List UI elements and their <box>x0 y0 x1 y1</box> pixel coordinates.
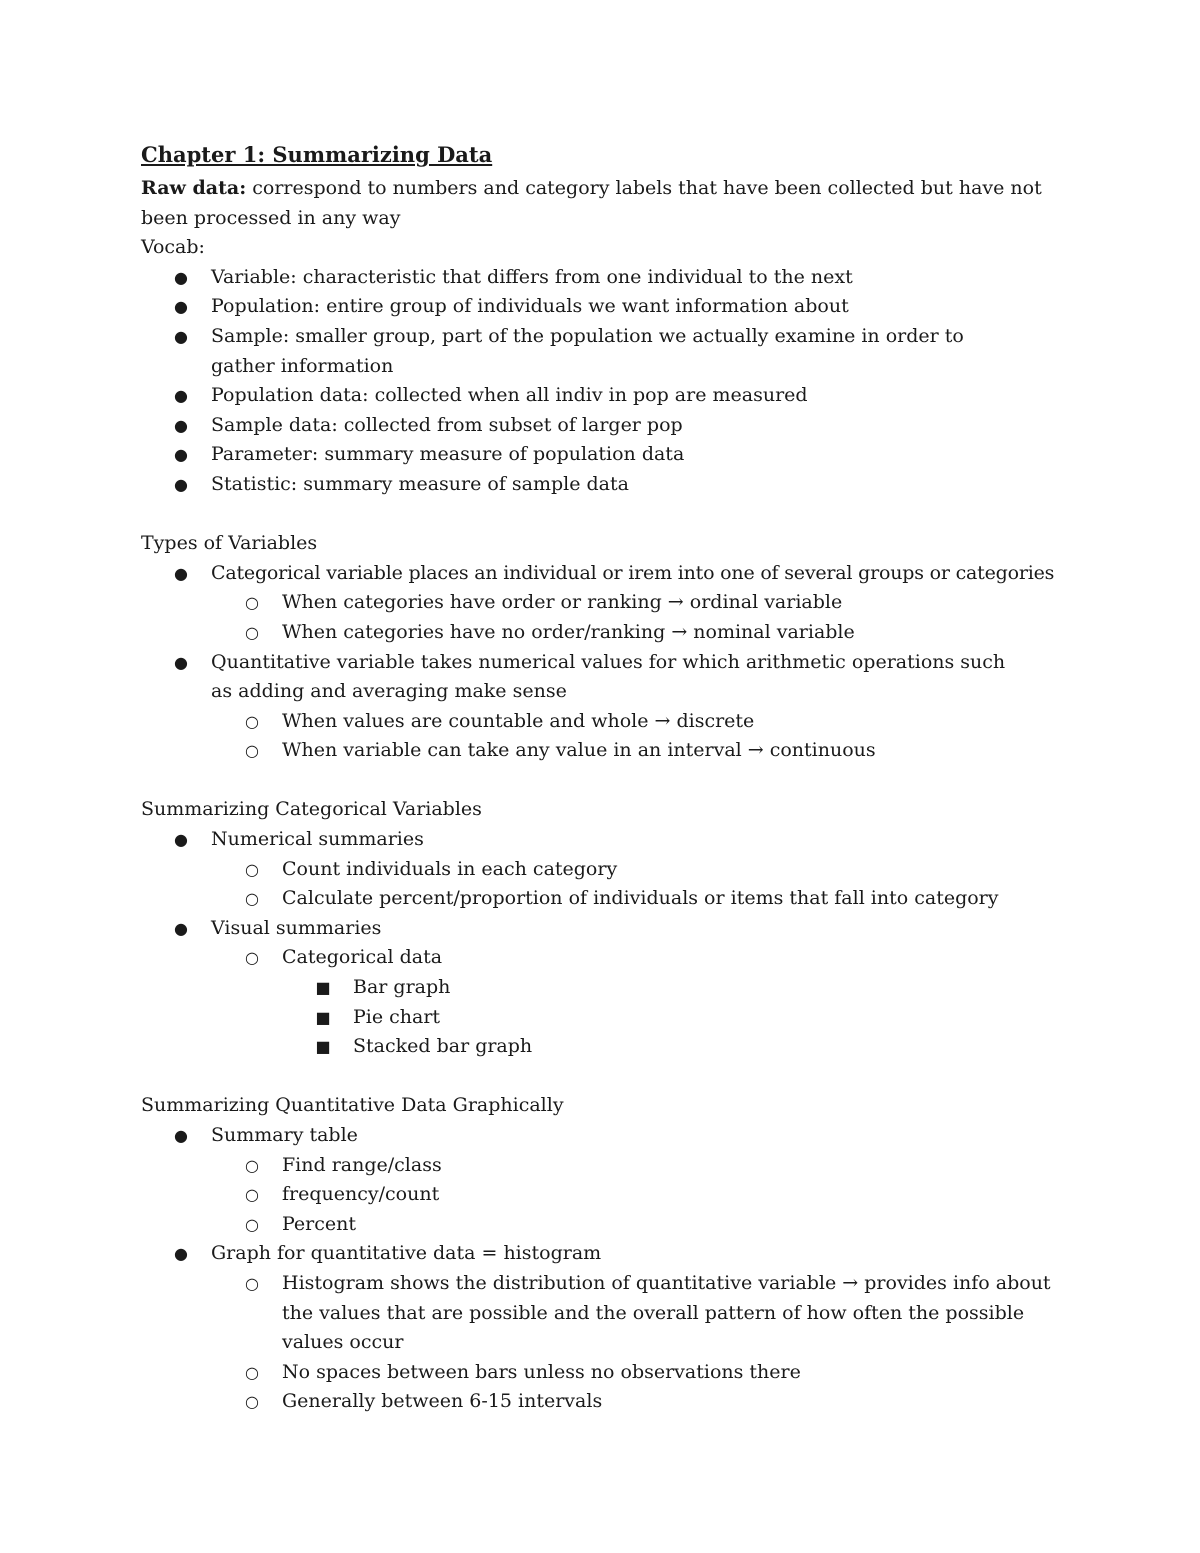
list-item: ○ Categorical data <box>141 943 1061 973</box>
circle-bullet-icon: ○ <box>245 1214 259 1234</box>
circle-bullet-icon: ○ <box>245 1185 259 1205</box>
quantitative-summary-list <box>141 1121 1061 1417</box>
circle-bullet-icon: ○ <box>245 1362 259 1382</box>
circle-bullet-icon: ○ <box>245 741 259 761</box>
circle-bullet-icon: ○ <box>245 948 259 968</box>
document-content <box>141 138 1061 1417</box>
bullet-icon: ● <box>174 415 188 435</box>
bullet-icon: ● <box>174 386 188 406</box>
circle-bullet-icon: ○ <box>245 622 259 642</box>
square-bullet-icon: ■ <box>315 1037 331 1057</box>
circle-bullet-icon: ○ <box>245 1155 259 1175</box>
list-item: ■ Stacked bar graph <box>141 1032 1061 1062</box>
bullet-icon: ● <box>174 474 188 494</box>
list-item: ● Sample: smaller group, part of the population we actually examine in order to gather information <box>141 322 1061 381</box>
types-heading: Types of Variables <box>141 532 318 555</box>
list-item: ● Population data: collected when all indiv in pop are measured <box>141 381 1061 411</box>
list-item: ○ Histogram shows the distribution of quantitative variable → provides info about the values that are possible and the overall pattern of how often the possible values occur <box>141 1269 1061 1358</box>
categorical-summary-heading: Summarizing Categorical Variables <box>141 798 482 821</box>
vocab-heading: Vocab: <box>141 236 205 259</box>
circle-bullet-icon: ○ <box>245 889 259 909</box>
types-list <box>141 559 1061 766</box>
list-item: ○ Percent <box>141 1210 1061 1240</box>
bullet-icon: ● <box>174 563 188 583</box>
list-item: ● Variable: characteristic that differs from one individual to the next <box>141 263 1061 293</box>
list-item: ● Population: entire group of individuals we want information about <box>141 292 1061 322</box>
vocab-list <box>141 263 1061 500</box>
list-item: ● Parameter: summary measure of population data <box>141 440 1061 470</box>
list-item: ○ Calculate percent/proportion of individuals or items that fall into category <box>141 884 1061 914</box>
circle-bullet-icon: ○ <box>245 1273 259 1293</box>
list-item: ○ Count individuals in each category <box>141 855 1061 885</box>
list-item: ○ No spaces between bars unless no observations there <box>141 1358 1061 1388</box>
list-item: ● Quantitative variable takes numerical values for which arithmetic operations such as adding and averaging make sense <box>141 648 1061 707</box>
square-bullet-icon: ■ <box>315 1007 331 1027</box>
bullet-icon: ● <box>174 918 188 938</box>
list-item: ● Statistic: summary measure of sample data <box>141 470 1061 500</box>
raw-data-label: Raw data: <box>141 177 247 199</box>
circle-bullet-icon: ○ <box>245 711 259 731</box>
list-item: ○ frequency/count <box>141 1180 1061 1210</box>
circle-bullet-icon: ○ <box>245 593 259 613</box>
list-item: ○ Generally between 6-15 intervals <box>141 1387 1061 1417</box>
circle-bullet-icon: ○ <box>245 1392 259 1412</box>
list-item: ■ Bar graph <box>141 973 1061 1003</box>
list-item: ● Summary table <box>141 1121 1061 1151</box>
list-item: ○ When variable can take any value in an interval → continuous <box>141 736 1061 766</box>
bullet-icon: ● <box>174 652 188 672</box>
bullet-icon: ● <box>174 830 188 850</box>
bullet-icon: ● <box>174 297 188 317</box>
list-item: ● Visual summaries <box>141 914 1061 944</box>
quantitative-summary-heading: Summarizing Quantitative Data Graphically <box>141 1094 564 1117</box>
list-item: ○ When categories have no order/ranking → nominal variable <box>141 618 1061 648</box>
square-bullet-icon: ■ <box>315 978 331 998</box>
bullet-icon: ● <box>174 267 188 287</box>
list-item: ○ When categories have order or ranking → ordinal variable <box>141 588 1061 618</box>
chapter-title: Chapter 1: Summarizing Data <box>141 142 493 167</box>
list-item: ○ Find range/class <box>141 1151 1061 1181</box>
list-item: ■ Pie chart <box>141 1003 1061 1033</box>
list-item: ● Graph for quantitative data = histogram <box>141 1239 1061 1269</box>
circle-bullet-icon: ○ <box>245 859 259 879</box>
bullet-icon: ● <box>174 1126 188 1145</box>
list-item: ○ When values are countable and whole → discrete <box>141 707 1061 737</box>
list-item: ● Numerical summaries <box>141 825 1061 855</box>
bullet-icon: ● <box>174 445 188 465</box>
list-item: ● Sample data: collected from subset of larger pop <box>141 411 1061 441</box>
raw-data-text: correspond to numbers and category labels that have been collected but have not been processed in any way <box>141 177 1042 229</box>
bullet-icon: ● <box>174 326 188 346</box>
bullet-icon: ● <box>174 1244 188 1264</box>
raw-data-definition <box>141 174 1061 233</box>
categorical-summary-list <box>141 825 1061 1062</box>
list-item: ● Categorical variable places an individual or irem into one of several groups or categories <box>141 559 1061 589</box>
